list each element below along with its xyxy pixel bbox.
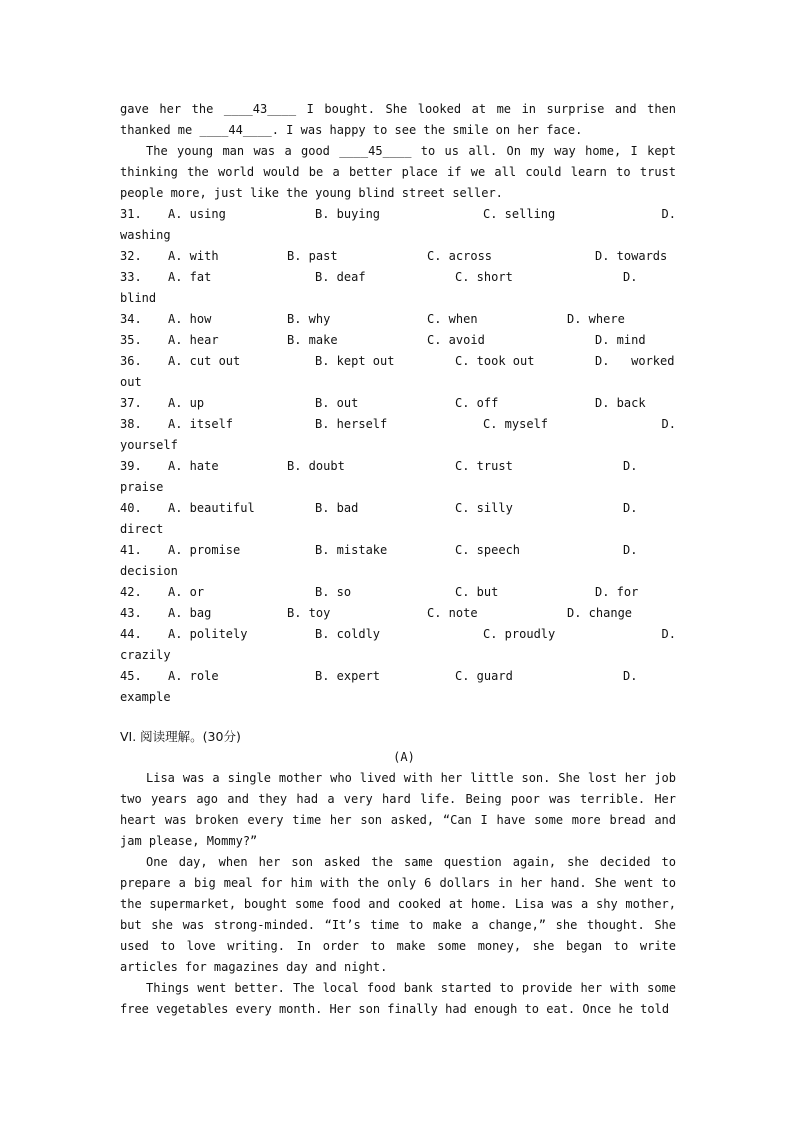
question-number: 34. xyxy=(120,312,142,326)
option-d: D. xyxy=(623,543,638,557)
option-a: A. cut out xyxy=(168,354,241,368)
option-d-wrap: decision xyxy=(120,564,178,578)
question-38 xyxy=(120,414,676,456)
passage-paragraph-3: Things went better. The local food bank started to provide her with some free vegetables every month. Her son finally had enough to eat. Once he told xyxy=(120,981,676,1016)
option-a: A. using xyxy=(168,207,226,221)
option-d: D. back xyxy=(595,396,646,410)
question-33 xyxy=(120,267,676,309)
section-heading: VI. 阅读理解。(30分) xyxy=(120,729,241,744)
option-d: D. change xyxy=(567,606,633,620)
option-d-wrap: washing xyxy=(120,228,171,242)
option-b: B. make xyxy=(287,333,338,347)
option-d-wrap: praise xyxy=(120,480,164,494)
option-a: A. up xyxy=(168,396,205,410)
option-d: D. xyxy=(623,669,638,683)
option-d: D. for xyxy=(595,585,639,599)
option-d: D. xyxy=(661,627,676,641)
option-b: B. deaf xyxy=(315,270,366,284)
option-c: C. proudly xyxy=(483,627,556,641)
question-40 xyxy=(120,498,676,540)
document-page xyxy=(120,99,676,1020)
option-d: D. towards xyxy=(595,249,668,263)
question-number: 33. xyxy=(120,270,142,284)
option-d: D. xyxy=(661,207,676,221)
question-number: 44. xyxy=(120,627,142,641)
option-a: A. bag xyxy=(168,606,212,620)
question-45 xyxy=(120,666,676,708)
question-number: 43. xyxy=(120,606,142,620)
question-number: 35. xyxy=(120,333,142,347)
option-d: D. mind xyxy=(595,333,646,347)
option-c: C. myself xyxy=(483,417,549,431)
option-a: A. itself xyxy=(168,417,234,431)
option-b: B. doubt xyxy=(287,459,345,473)
option-c: C. trust xyxy=(455,459,513,473)
option-a: A. role xyxy=(168,669,219,683)
option-c: C. across xyxy=(427,249,493,263)
passage-label: (A) xyxy=(393,750,415,764)
passage-paragraph-1: Lisa was a single mother who lived with her little son. She lost her job two years ago and they had a very hard life. Being poor was terrible. Her heart was broken every time her son asked, “Can I have some more bread and jam please, Mommy?” xyxy=(120,771,676,848)
question-31 xyxy=(120,204,676,246)
option-a: A. hate xyxy=(168,459,219,473)
question-number: 40. xyxy=(120,501,142,515)
option-c: C. speech xyxy=(455,543,521,557)
option-b: B. bad xyxy=(315,501,359,515)
option-d: D. where xyxy=(567,312,625,326)
question-number: 36. xyxy=(120,354,142,368)
option-b: B. expert xyxy=(315,669,381,683)
option-d: D. xyxy=(623,270,638,284)
question-41 xyxy=(120,540,676,582)
option-d: D. worked xyxy=(595,354,675,368)
question-number: 42. xyxy=(120,585,142,599)
question-number: 37. xyxy=(120,396,142,410)
question-39 xyxy=(120,456,676,498)
option-a: A. politely xyxy=(168,627,248,641)
option-b: B. mistake xyxy=(315,543,388,557)
option-c: C. silly xyxy=(455,501,513,515)
option-c: C. when xyxy=(427,312,478,326)
option-b: B. why xyxy=(287,312,331,326)
option-a: A. how xyxy=(168,312,212,326)
question-number: 45. xyxy=(120,669,142,683)
question-number: 32. xyxy=(120,249,142,263)
intro-paragraph-1: gave her the ____43____ I bought. She looked at me in surprise and then thanked me ____44____. I was happy to see the smile on her face. xyxy=(120,102,676,137)
option-d-wrap: yourself xyxy=(120,438,178,452)
question-34 xyxy=(120,309,676,330)
option-b: B. toy xyxy=(287,606,331,620)
option-a: A. beautiful xyxy=(168,501,255,515)
question-36 xyxy=(120,351,676,393)
option-d-wrap: out xyxy=(120,375,142,389)
option-a: A. with xyxy=(168,249,219,263)
question-number: 38. xyxy=(120,417,142,431)
option-d-wrap: direct xyxy=(120,522,164,536)
option-d-wrap: example xyxy=(120,690,171,704)
question-number: 41. xyxy=(120,543,142,557)
question-number: 31. xyxy=(120,207,142,221)
option-d: D. xyxy=(623,501,638,515)
option-b: B. out xyxy=(315,396,359,410)
option-d: D. xyxy=(661,417,676,431)
option-a: A. fat xyxy=(168,270,212,284)
question-42 xyxy=(120,582,676,603)
option-a: A. or xyxy=(168,585,205,599)
option-c: C. note xyxy=(427,606,478,620)
option-d: D. xyxy=(623,459,638,473)
option-c: C. but xyxy=(455,585,499,599)
option-a: A. hear xyxy=(168,333,219,347)
option-b: B. buying xyxy=(315,207,381,221)
question-32 xyxy=(120,246,676,267)
option-c: C. guard xyxy=(455,669,513,683)
intro-paragraph-2: The young man was a good ____45____ to us all. On my way home, I kept thinking the world would be a better place if we all could learn to trust people more, just like the young blind street seller. xyxy=(120,144,676,200)
option-b: B. herself xyxy=(315,417,388,431)
option-d-wrap: crazily xyxy=(120,648,171,662)
option-c: C. avoid xyxy=(427,333,485,347)
question-number: 39. xyxy=(120,459,142,473)
option-b: B. past xyxy=(287,249,338,263)
question-43 xyxy=(120,603,676,624)
option-b: B. so xyxy=(315,585,352,599)
option-c: C. selling xyxy=(483,207,556,221)
question-44 xyxy=(120,624,676,666)
option-d-wrap: blind xyxy=(120,291,157,305)
option-c: C. short xyxy=(455,270,513,284)
option-b: B. kept out xyxy=(315,354,395,368)
option-b: B. coldly xyxy=(315,627,381,641)
option-a: A. promise xyxy=(168,543,241,557)
question-37 xyxy=(120,393,676,414)
passage-paragraph-2: One day, when her son asked the same question again, she decided to prepare a big meal for him with the only 6 dollars in her hand. She went to the supermarket, bought some food and cooked at home. Lisa was a shy mother, but she was strong-minded. “It’s time to make a change,” she thought. She used to love writing. In order to make some money, she began to write articles for magazines day and night. xyxy=(120,855,676,974)
option-c: C. off xyxy=(455,396,499,410)
question-35 xyxy=(120,330,676,351)
option-c: C. took out xyxy=(455,354,535,368)
